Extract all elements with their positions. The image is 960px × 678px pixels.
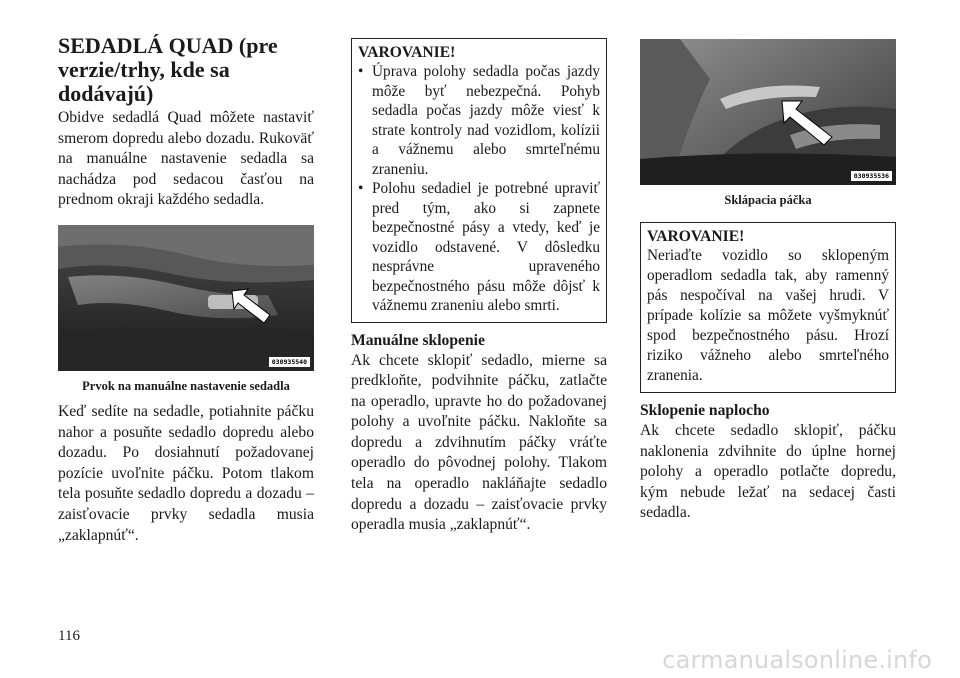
- figure-code: 030935540: [269, 357, 310, 367]
- warning-item: • Polohu sedadiel je potrebné upraviť pred tým, ako si zapnete bezpečnostné pásy a vtedy, keď je vozidlo odstavené. V dôsledku nesprávne upraveného bezpečnostného pásu môže dôjsť k vážnemu zraneniu alebo smrti.: [358, 179, 600, 316]
- seat-handle-illustration: [58, 225, 314, 371]
- intro-paragraph: Obidve sedadlá Quad môžete nastaviť smerom dopredu alebo dozadu. Rukoväť na manuálne nastavenie sedadla sa nachádza pod sedacou časťou na prednom okraji každého sedadla.: [58, 109, 314, 209]
- recline-lever-figure: [640, 39, 896, 185]
- subsection-paragraph: Ak chcete sklopiť sedadlo, mierne sa predkloňte, podvihnite páčku, zatlačte na operadlo, upravte ho do požadovanej polohy a uvoľnite páčku. Nakloňte sa dopredu a zdvihnutím páčky vráťte operadlo do pôvodnej polohy. Tlakom tela na operadlo nakláňajte sedadlo dopredu a dozadu – zaisťovacie prvky operadla musia „zaklapnúť“.: [351, 351, 607, 534]
- warning-item: • Úprava polohy sedadla počas jazdy môže byť nebezpečná. Pohyb sedadla počas jazdy môže viesť k strate kontroly nad vozidlom, kolízii a vážnemu alebo smrteľnému zraneniu.: [358, 62, 600, 179]
- subsection-paragraph: Ak chcete sedadlo sklopiť, páčku naklonenia zdvihnite do úplne hornej polohy a operadlo potlačte dopredu, kým nebude ležať na sedacej časti sedadla.: [640, 422, 896, 522]
- figure-code: 030935536: [851, 171, 892, 181]
- arrow-icon: [230, 287, 274, 325]
- recline-lever-illustration: [640, 39, 896, 185]
- page-number: 116: [58, 628, 80, 644]
- watermark: carmanualsonline.info: [662, 646, 932, 674]
- middle-column: [351, 38, 607, 536]
- warning-box: [351, 38, 607, 323]
- arrow-icon: [780, 99, 836, 147]
- warning-text: Neriaďte vozidlo so sklopeným operadlom sedadla tak, aby ramenný pás nespočíval na vašej hrudi. V prípade kolízie sa môžete vyšmyknúť spod bezpečnostného pásu. Hrozí riziko vážneho alebo smrteľného zranenia.: [647, 247, 889, 384]
- warning-list: [358, 62, 600, 316]
- subsection-title: Sklopenie naplocho: [640, 402, 770, 419]
- figure-caption: Prvok na manuálne nastavenie sedadla: [82, 378, 290, 393]
- left-column: [58, 34, 314, 546]
- subsection-title: Manuálne sklopenie: [351, 331, 485, 349]
- body-paragraph: Keď sedíte na sedadle, potiahnite páčku nahor a posuňte sedadlo dopredu alebo dozadu. Po dosiahnutí požadovanej pozície uvoľnite páčku. Potom tlakom tela posuňte sedadlo dopredu a dozadu – zaisťovacie prvky sedadla musia „zaklapnúť“.: [58, 402, 314, 544]
- section-title: SEDADLÁ QUAD (pre verzie/trhy, kde sa dodávajú): [58, 33, 278, 106]
- figure-caption: Sklápacia páčka: [724, 193, 812, 207]
- right-column: [640, 39, 896, 524]
- warning-title: VAROVANIE!: [358, 44, 456, 61]
- warning-title: VAROVANIE!: [647, 228, 745, 245]
- warning-box: [640, 222, 896, 393]
- seat-handle-figure: [58, 225, 314, 371]
